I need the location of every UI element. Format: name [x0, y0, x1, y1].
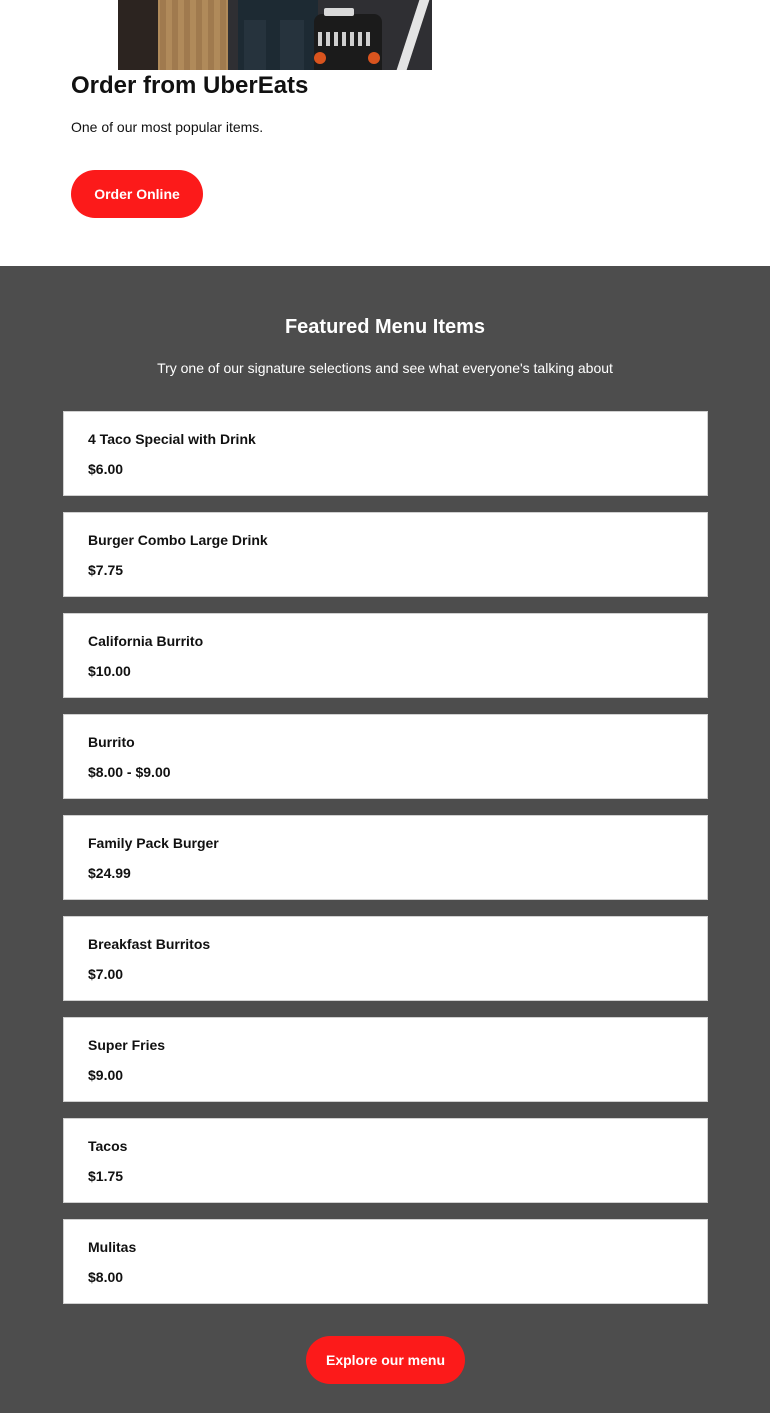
featured-subtitle: Try one of our signature selections and see what everyone's talking about	[157, 360, 613, 376]
menu-item-card[interactable]	[63, 1118, 708, 1203]
photo-motorbike-rack	[318, 32, 374, 46]
menu-item-price: $9.00	[88, 1067, 124, 1083]
menu-item-card[interactable]	[63, 512, 708, 597]
order-online-button[interactable]: Order Online	[71, 170, 203, 218]
menu-item-card[interactable]	[63, 1017, 708, 1102]
photo-person-leg	[244, 20, 266, 70]
menu-item-name: Family Pack Burger	[88, 835, 219, 851]
menu-item-name: Breakfast Burritos	[88, 936, 211, 952]
menu-item-name: Mulitas	[88, 1239, 137, 1255]
menu-item-price: $10.00	[88, 663, 131, 679]
menu-item-name: Tacos	[88, 1138, 128, 1154]
featured-title: Featured Menu Items	[284, 316, 486, 338]
promo-section	[0, 0, 770, 266]
menu-item-card[interactable]	[63, 916, 708, 1001]
explore-menu-button[interactable]: Explore our menu	[306, 1336, 465, 1384]
menu-item-price: $8.00 - $9.00	[88, 764, 171, 780]
menu-item-price: $1.75	[88, 1168, 124, 1184]
menu-item-price: $7.75	[88, 562, 124, 578]
menu-item-card[interactable]	[63, 1219, 708, 1304]
menu-item-name: 4 Taco Special with Drink	[88, 431, 256, 447]
menu-item-name: California Burrito	[88, 633, 204, 649]
menu-item-name: Super Fries	[88, 1037, 166, 1053]
menu-item-card[interactable]	[63, 411, 708, 496]
featured-menu-section	[0, 266, 770, 1413]
menu-item-card[interactable]	[63, 613, 708, 698]
promo-photo	[118, 0, 432, 70]
menu-item-price: $7.00	[88, 966, 124, 982]
photo-motorbike-plate	[324, 8, 354, 16]
promo-title: Order from UberEats	[71, 72, 309, 99]
photo-tail-light	[314, 52, 326, 64]
menu-item-price: $8.00	[88, 1269, 124, 1285]
photo-person-leg	[280, 20, 304, 70]
promo-subtitle: One of our most popular items.	[71, 119, 264, 135]
menu-item-price: $6.00	[88, 461, 124, 477]
menu-item-card[interactable]	[63, 714, 708, 799]
menu-list	[63, 411, 708, 1320]
menu-item-name: Burger Combo Large Drink	[88, 532, 268, 548]
photo-person-left	[118, 0, 158, 70]
menu-item-price: $24.99	[88, 865, 131, 881]
photo-tail-light	[368, 52, 380, 64]
menu-item-card[interactable]	[63, 815, 708, 900]
menu-item-name: Burrito	[88, 734, 135, 750]
